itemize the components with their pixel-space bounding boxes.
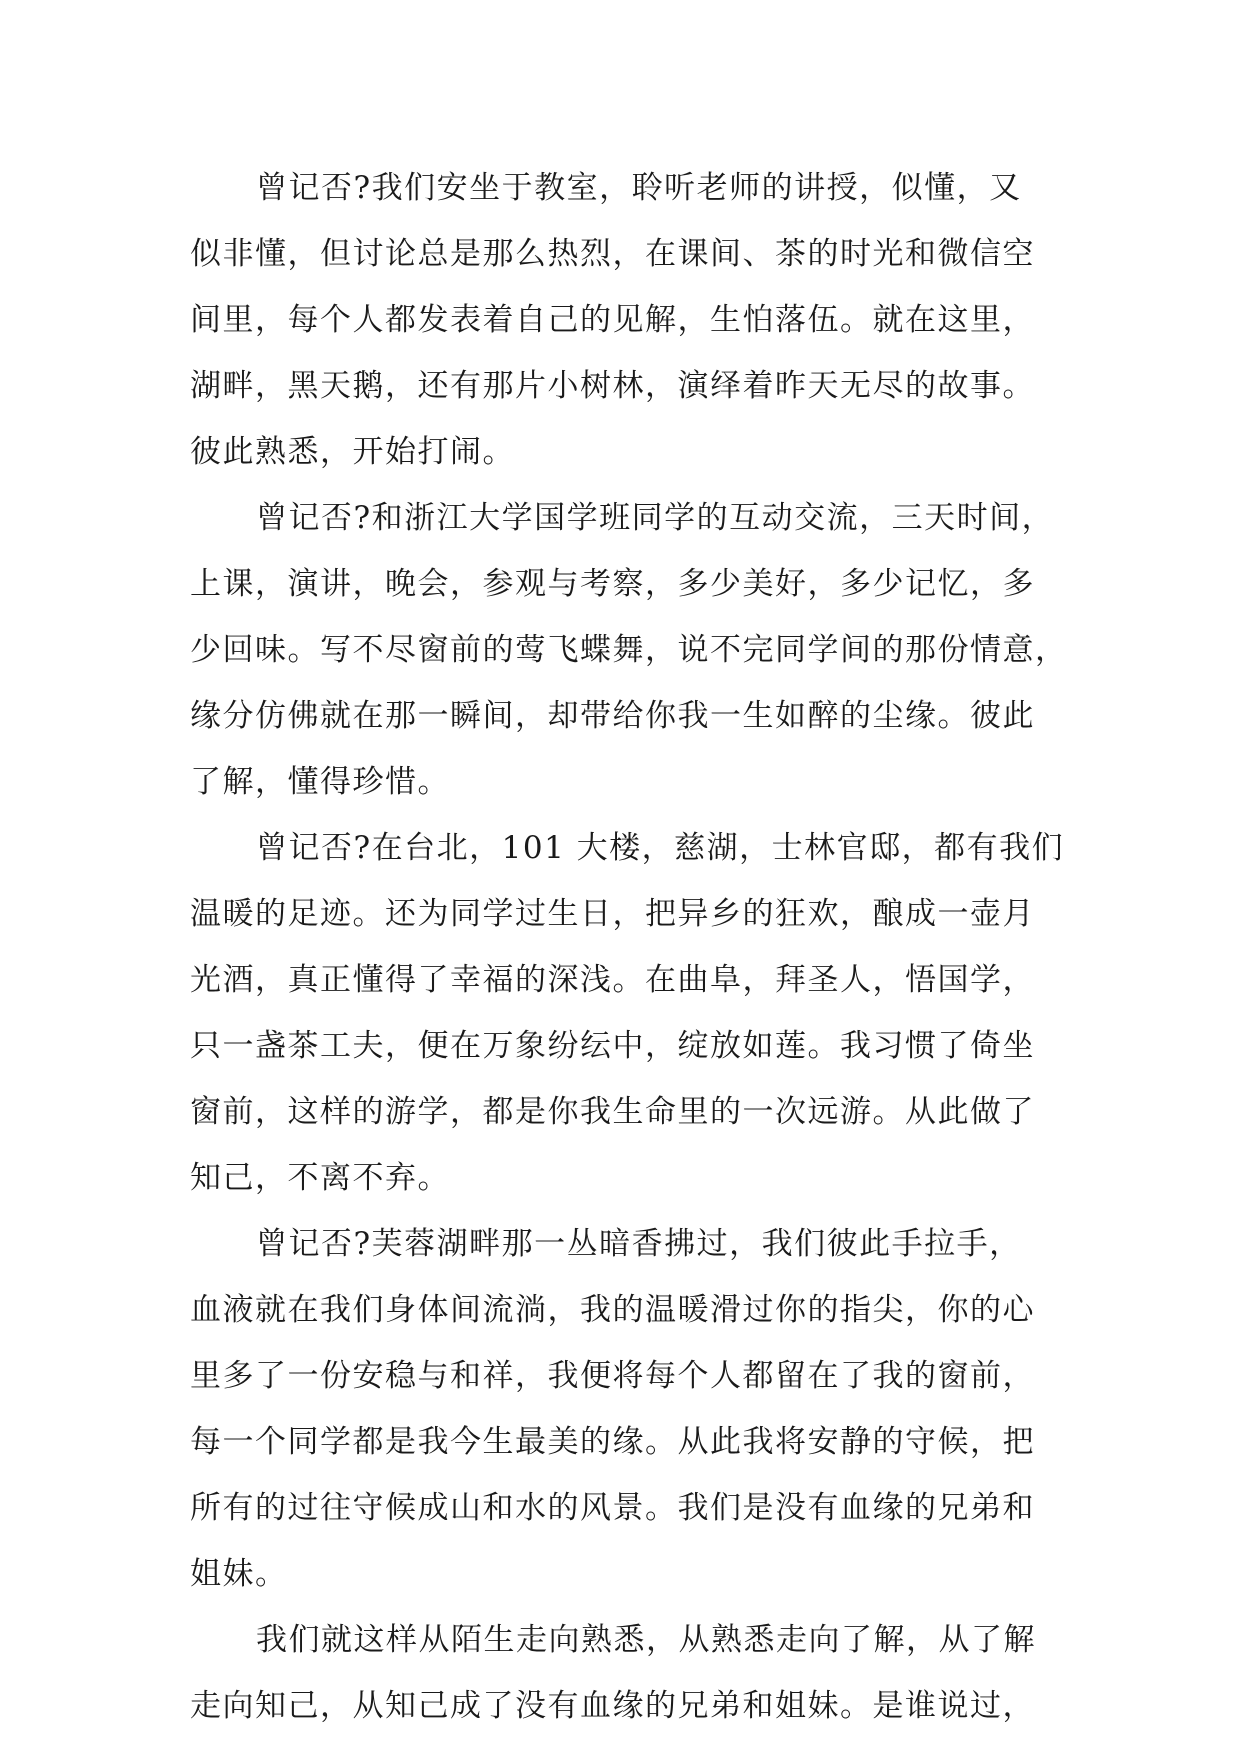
- paragraph-4: [190, 1211, 1070, 1607]
- text-line: 温暖的足迹。还为同学过生日，把异乡的狂欢，酿成一壶月: [190, 896, 1035, 932]
- text-line: 血液就在我们身体间流淌，我的温暖滑过你的指尖，你的心: [190, 1292, 1035, 1328]
- paragraph-1: [190, 155, 1070, 485]
- text-line: 曾记否?芙蓉湖畔那一丛暗香拂过，我们彼此手拉手，: [256, 1226, 1022, 1262]
- text-line: 我们就这样从陌生走向熟悉，从熟悉走向了解，从了解: [256, 1622, 1036, 1658]
- text-line: 湖畔，黑天鹅，还有那片小树林，演绎着昨天无尽的故事。: [190, 368, 1035, 404]
- text-line: 间里，每个人都发表着自己的见解，生怕落伍。就在这里，: [190, 302, 1035, 338]
- text-line: 曾记否?在台北，101 大楼，慈湖，士林官邸，都有我们: [256, 830, 1065, 866]
- paragraph-3: [190, 815, 1070, 1211]
- text-line: 上课，演讲，晚会，参观与考察，多少美好，多少记忆，多: [190, 566, 1035, 602]
- document-body: [190, 155, 1070, 1739]
- text-line: 似非懂，但讨论总是那么热烈，在课间、茶的时光和微信空: [190, 236, 1035, 272]
- text-line: 走向知己，从知己成了没有血缘的兄弟和姐妹。是谁说过，: [190, 1688, 1035, 1724]
- text-line: 所有的过往守候成山和水的风景。我们是没有血缘的兄弟和: [190, 1490, 1035, 1526]
- paragraph-2: [190, 485, 1070, 815]
- text-line: 知己，不离不弃。: [190, 1160, 450, 1196]
- text-line: 只一盏茶工夫，便在万象纷纭中，绽放如莲。我习惯了倚坐: [190, 1028, 1035, 1064]
- text-line: 里多了一份安稳与和祥，我便将每个人都留在了我的窗前，: [190, 1358, 1035, 1394]
- paragraph-5: [190, 1607, 1070, 1739]
- text-line: 了解，懂得珍惜。: [190, 764, 450, 800]
- text-line: 窗前，这样的游学，都是你我生命里的一次远游。从此做了: [190, 1094, 1035, 1130]
- text-line: 少回味。写不尽窗前的莺飞蝶舞，说不完同学间的那份情意，: [190, 632, 1068, 668]
- text-line: 曾记否?和浙江大学国学班同学的互动交流，三天时间，: [256, 500, 1055, 536]
- text-line: 每一个同学都是我今生最美的缘。从此我将安静的守候，把: [190, 1424, 1035, 1460]
- text-line: 光酒，真正懂得了幸福的深浅。在曲阜，拜圣人，悟国学，: [190, 962, 1035, 998]
- text-line: 姐妹。: [190, 1556, 288, 1592]
- text-line: 彼此熟悉，开始打闹。: [190, 434, 515, 470]
- text-line: 曾记否?我们安坐于教室，聆听老师的讲授，似懂，又: [256, 170, 1022, 206]
- text-line: 缘分仿佛就在那一瞬间，却带给你我一生如醉的尘缘。彼此: [190, 698, 1035, 734]
